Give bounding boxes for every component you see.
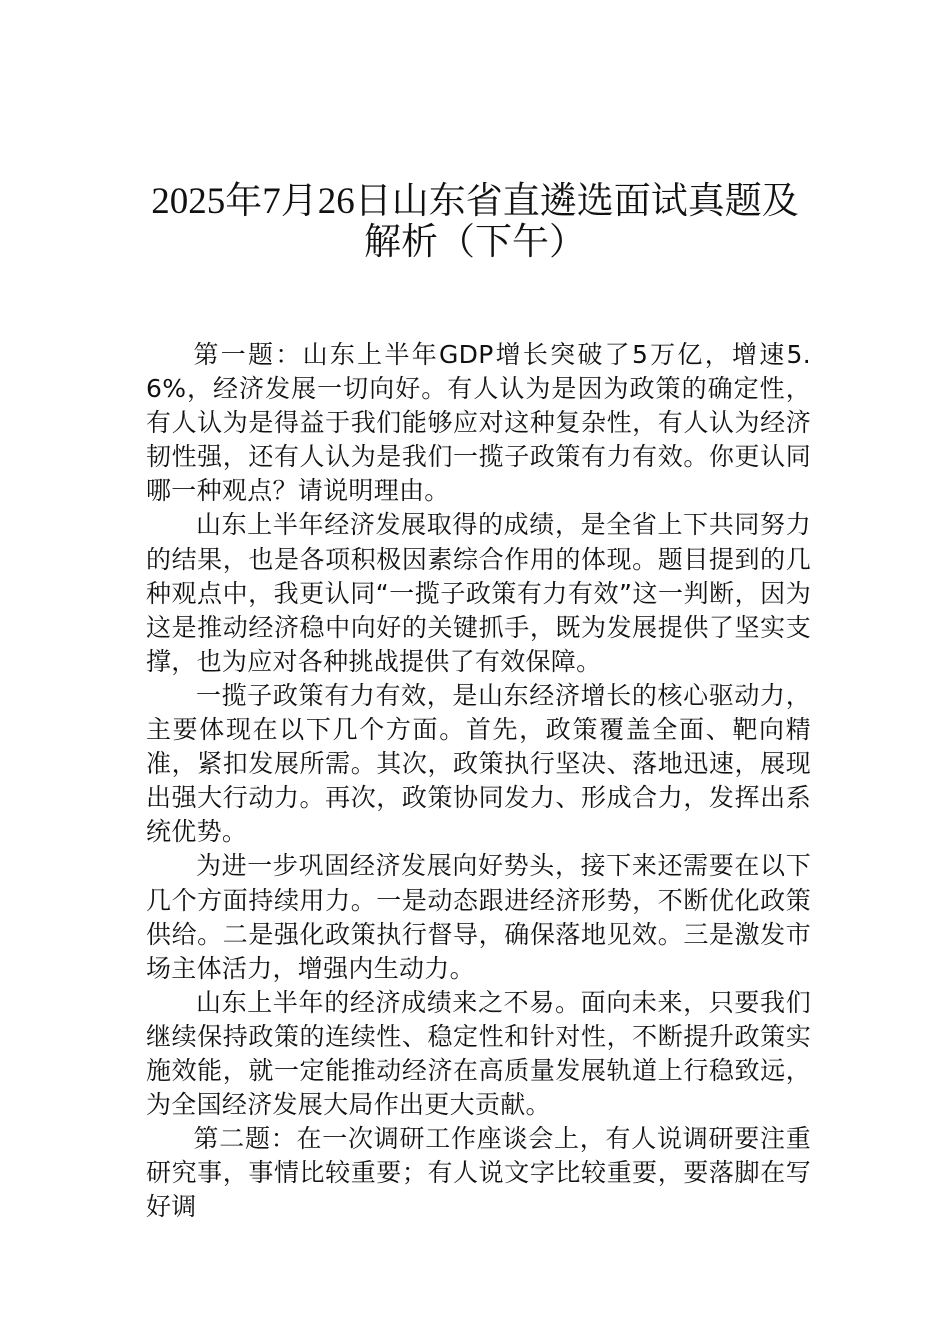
document-title-line-1: 2025年7月26日山东省直遴选面试真题及 — [151, 181, 799, 222]
question-1-paragraph: 第一题：山东上半年GDP增长突破了5万亿，增速5.6%，经济发展一切向好。有人认为是因为政策的确定性，有人认为是得益于我们能够应对这种复杂性，有人认为经济韧性强，还有人认为是我们一揽子政策有力有效。你更认同哪一种观点？请说明理由。 — [146, 340, 811, 506]
answer-paragraph-3: 为进一步巩固经济发展向好势头，接下来还需要在以下几个方面持续用力。一是动态跟进经济形势，不断优化政策供给。二是强化政策执行督导，确保落地见效。三是激发市场主体活力，增强内生动力。 — [146, 851, 811, 983]
document-body — [146, 338, 811, 1224]
document-title-line-2: 解析（下午） — [364, 222, 586, 263]
answer-paragraph-2: 一揽子政策有力有效，是山东经济增长的核心驱动力，主要体现在以下几个方面。首先，政策覆盖全面、靶向精准，紧扣发展所需。其次，政策执行坚决、落地迅速，展现出强大行动力。再次，政策协同发力、形成合力，发挥出系统优势。 — [146, 680, 811, 847]
question-2-paragraph: 第二题：在一次调研工作座谈会上，有人说调研要注重研究事，事情比较重要；有人说文字比较重要，要落脚在写好调 — [146, 1124, 811, 1222]
answer-paragraph-4: 山东上半年的经济成绩来之不易。面向未来，只要我们继续保持政策的连续性、稳定性和针对性，不断提升政策实施效能，就一定能推动经济在高质量发展轨道上行稳致远，为全国经济发展大局作出更大贡献。 — [146, 987, 811, 1120]
answer-paragraph-1: 山东上半年经济发展取得的成绩，是全省上下共同努力的结果，也是各项积极因素综合作用的体现。题目提到的几种观点中，我更认同“一揽子政策有力有效”这一判断，因为这是推动经济稳中向好的关键抓手，既为发展提供了坚实支撑，也为应对各种挑战提供了有效保障。 — [146, 510, 811, 676]
